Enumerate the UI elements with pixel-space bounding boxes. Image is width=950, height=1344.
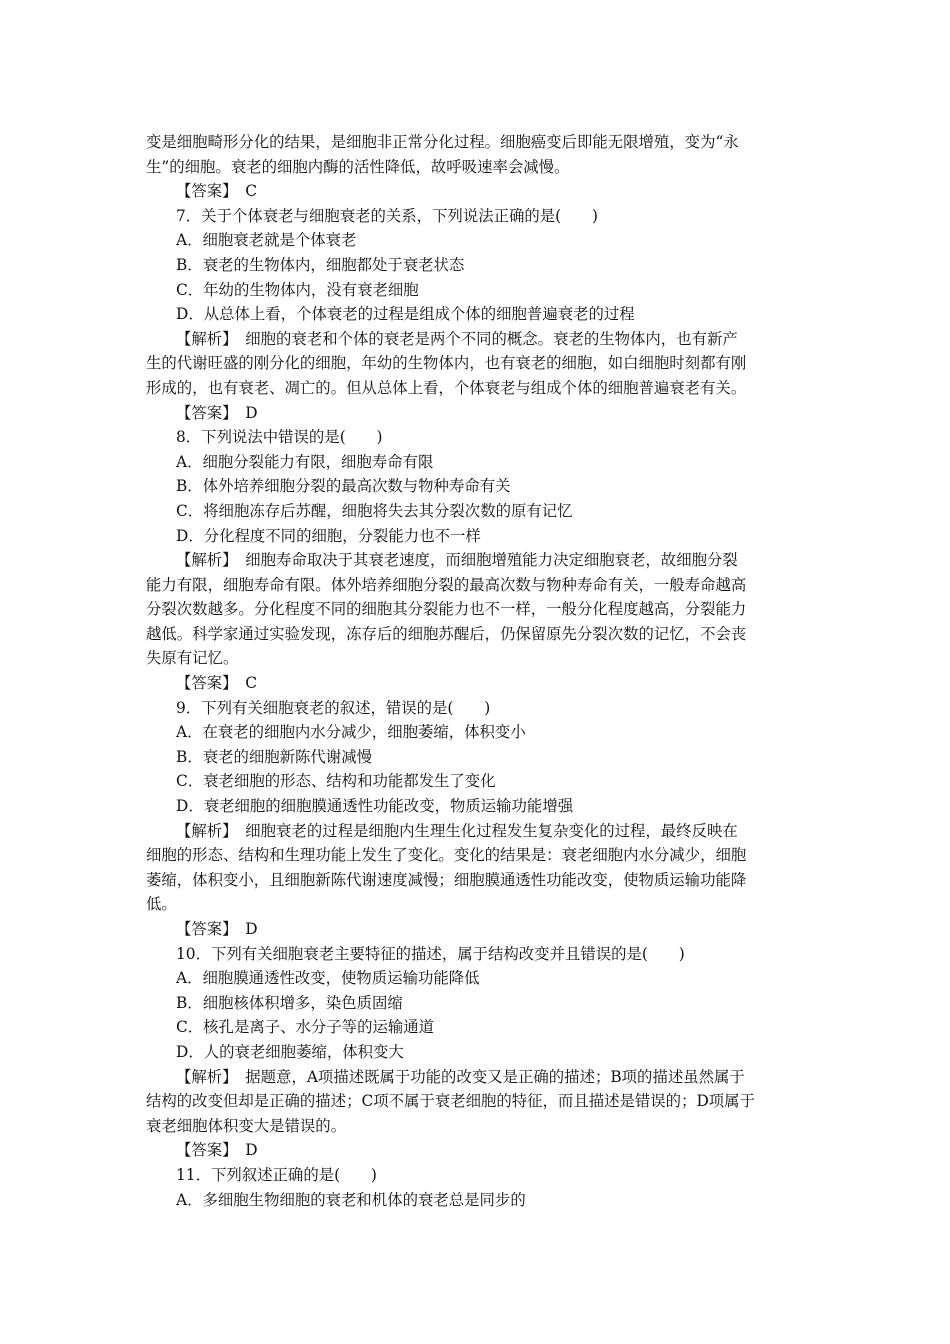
answer-option: B．体外培养细胞分裂的最高次数与物种寿命有关 bbox=[176, 477, 511, 496]
paragraph-line: 【解析】 细胞的衰老和个体的衰老是两个不同的概念。衰老的生物体内，也有新产 bbox=[176, 329, 738, 348]
answer-option: A．细胞分裂能力有限，细胞寿命有限 bbox=[176, 452, 434, 471]
paragraph-line: 形成的，也有衰老、凋亡的。但从总体上看，个体衰老与组成个体的细胞普遍衰老有关。 bbox=[146, 378, 747, 397]
explanation-paragraph bbox=[146, 548, 806, 671]
document-body bbox=[146, 130, 806, 1212]
answer-line: 【答案】 D bbox=[176, 920, 258, 938]
answer-option: A．在衰老的细胞内水分减少，细胞萎缩，体积变小 bbox=[176, 723, 526, 742]
explanation-paragraph bbox=[146, 819, 806, 917]
question-stem: 11．下列叙述正确的是( ) bbox=[176, 1165, 377, 1184]
answer-line: 【答案】 C bbox=[176, 182, 258, 201]
answer-option: D．从总体上看，个体衰老的过程是组成个体的细胞普遍衰老的过程 bbox=[176, 305, 635, 324]
paragraph-line: 低。 bbox=[146, 895, 177, 914]
paragraph-line: 变是细胞畸形分化的结果，是细胞非正常分化过程。细胞癌变后即能无限增殖，变为“永 bbox=[146, 133, 739, 151]
question-stem: 10．下列有关细胞衰老主要特征的描述，属于结构改变并且错误的是( ) bbox=[176, 944, 685, 963]
paragraph-line: 失原有记忆。 bbox=[146, 649, 239, 668]
paragraph-line: 能力有限，细胞寿命有限。体外培养细胞分裂的最高次数与物种寿命有关，一般寿命越高 bbox=[146, 575, 747, 594]
explanation-paragraph bbox=[146, 327, 806, 401]
question-stem: 7．关于个体衰老与细胞衰老的关系，下列说法正确的是( ) bbox=[176, 206, 598, 225]
paragraph-line: 细胞的形态、结构和生理功能上发生了变化。变化的结果是：衰老细胞内水分减少，细胞 bbox=[146, 846, 747, 865]
paragraph-line: 生的代谢旺盛的刚分化的细胞，年幼的生物体内，也有衰老的细胞，如白细胞时刻都有刚 bbox=[146, 354, 747, 373]
answer-option: A．细胞膜通透性改变，使物质运输功能降低 bbox=[176, 969, 480, 988]
answer-option: A．多细胞生物细胞的衰老和机体的衰老总是同步的 bbox=[176, 1190, 526, 1209]
answer-option: B．衰老的细胞新陈代谢减慢 bbox=[176, 747, 372, 766]
answer-option: C．将细胞冻存后苏醒，细胞将失去其分裂次数的原有记忆 bbox=[176, 501, 573, 520]
paragraph-line: 萎缩，体积变小，且细胞新陈代谢速度减慢；细胞膜通透性功能改变，使物质运输功能降 bbox=[146, 870, 747, 889]
paragraph-line: 【解析】 细胞衰老的过程是细胞内生理生化过程发生复杂变化的过程，最终反映在 bbox=[176, 821, 738, 840]
answer-option: B．细胞核体积增多，染色质固缩 bbox=[176, 993, 403, 1012]
answer-option: A．细胞衰老就是个体衰老 bbox=[176, 231, 357, 250]
answer-option: C．衰老细胞的形态、结构和功能都发生了变化 bbox=[176, 772, 496, 791]
paragraph-line: 【解析】 据题意，A项描述既属于功能的改变又是正确的描述；B项的描述虽然属于 bbox=[176, 1067, 745, 1086]
answer-option: D．人的衰老细胞萎缩，体积变大 bbox=[176, 1042, 404, 1061]
paragraph-line: 生”的细胞。衰老的细胞内酶的活性降低，故呼吸速率会减慢。 bbox=[146, 157, 570, 176]
answer-line: 【答案】 D bbox=[176, 1141, 258, 1160]
question-stem: 9．下列有关细胞衰老的叙述，错误的是( ) bbox=[176, 698, 491, 717]
answer-option: D．衰老细胞的细胞膜通透性功能改变，物质运输功能增强 bbox=[176, 797, 574, 816]
answer-option: C．年幼的生物体内，没有衰老细胞 bbox=[176, 280, 419, 299]
answer-line: 【答案】 D bbox=[176, 403, 258, 422]
explanation-paragraph bbox=[146, 1065, 806, 1139]
paragraph-line: 结构的改变但却是正确的描述；C项不属于衰老细胞的特征，而且描述是错误的；D项属于 bbox=[146, 1092, 755, 1111]
paragraph-line: 分裂次数越多。分化程度不同的细胞其分裂能力也不一样，一般分化程度越高，分裂能力 bbox=[146, 600, 747, 619]
paragraph-line: 衰老细胞体积变大是错误的。 bbox=[146, 1116, 347, 1135]
question-stem: 8．下列说法中错误的是( ) bbox=[176, 428, 383, 447]
answer-option: B．衰老的生物体内，细胞都处于衰老状态 bbox=[176, 255, 465, 274]
paragraph-line: 【解析】 细胞寿命取决于其衰老速度，而细胞增殖能力决定细胞衰老，故细胞分裂 bbox=[176, 551, 738, 570]
text-paragraph bbox=[146, 130, 806, 179]
answer-option: C．核孔是离子、水分子等的运输通道 bbox=[176, 1018, 435, 1037]
answer-line: 【答案】 C bbox=[176, 674, 258, 693]
answer-option: D．分化程度不同的细胞，分裂能力也不一样 bbox=[176, 526, 481, 545]
paragraph-line: 越低。科学家通过实验发现，冻存后的细胞苏醒后，仍保留原先分裂次数的记忆，不会丧 bbox=[146, 624, 747, 643]
